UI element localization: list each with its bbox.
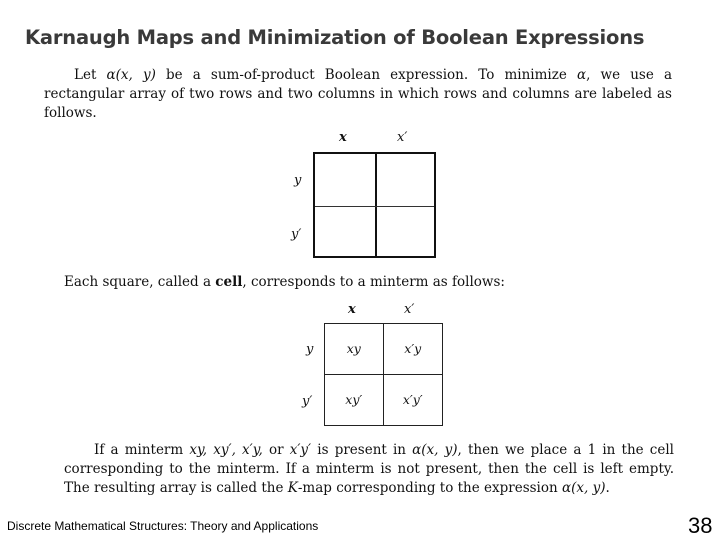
intro-math-1: α(x, y) [106, 67, 156, 83]
minterm-kmap-grid [324, 323, 443, 426]
intro-text-3: , we use a rectangular array of two rows and two columns in which rows and columns are labeled as follows. [44, 67, 672, 121]
minterm-cell: xy′ [325, 375, 384, 426]
def-text-4: , then we place a 1 in the cell corresponding to the minterm. If a minterm is not present, then the cell is left empty. The resulting array is called the [64, 442, 674, 496]
kmap-row-label-y: y [294, 173, 302, 188]
kmap-row-label-yprime: y′ [291, 227, 302, 242]
def-text-6: . [605, 480, 610, 496]
kmap-col-label-x: x [339, 130, 347, 145]
minterm-row-label-y: y [306, 342, 314, 357]
minterm-cell: xy [325, 324, 384, 375]
kmap-definition-paragraph [64, 441, 674, 498]
intro-paragraph [44, 66, 672, 123]
def-math-2: x′y′ [289, 442, 312, 458]
kmap-divider-horizontal [315, 206, 434, 207]
def-math-1: xy, xy′, x′y, [189, 442, 263, 458]
slide-title: Karnaugh Maps and Minimization of Boolean Expressions [25, 26, 645, 49]
cell-text-2: , corresponds to a minterm as follows: [242, 274, 505, 290]
def-text-5: -map corresponding to the expression [297, 480, 562, 496]
kmap-divider-vertical [375, 154, 377, 256]
kmap-col-label-xprime: x′ [397, 130, 408, 145]
def-math-3: α(x, y) [412, 442, 458, 458]
def-text-2: or [262, 442, 290, 458]
minterm-col-label-x: x [348, 302, 356, 317]
minterm-cell: x′y [384, 324, 443, 375]
def-text-3: is present in [311, 442, 413, 458]
minterm-row-label-yprime: y′ [302, 394, 313, 409]
footer-book-title: Discrete Mathematical Structures: Theory and Applications [7, 519, 319, 533]
cell-term: cell [215, 274, 243, 290]
cell-paragraph [64, 273, 674, 292]
minterm-cell: x′y′ [402, 392, 423, 408]
def-math-4: K [287, 480, 298, 496]
minterm-col-label-xprime: x′ [404, 302, 415, 317]
page-number: 38 [688, 513, 713, 538]
intro-text-1: Let [74, 67, 107, 83]
cell-text-1: Each square, called a [64, 274, 216, 290]
intro-text-2: be a sum-of-product Boolean expression. To minimize [155, 67, 577, 83]
intro-math-2: α [576, 67, 587, 83]
empty-kmap-grid [313, 152, 436, 258]
def-math-5: α(x, y) [562, 480, 606, 496]
def-text-1: If a minterm [94, 442, 190, 458]
